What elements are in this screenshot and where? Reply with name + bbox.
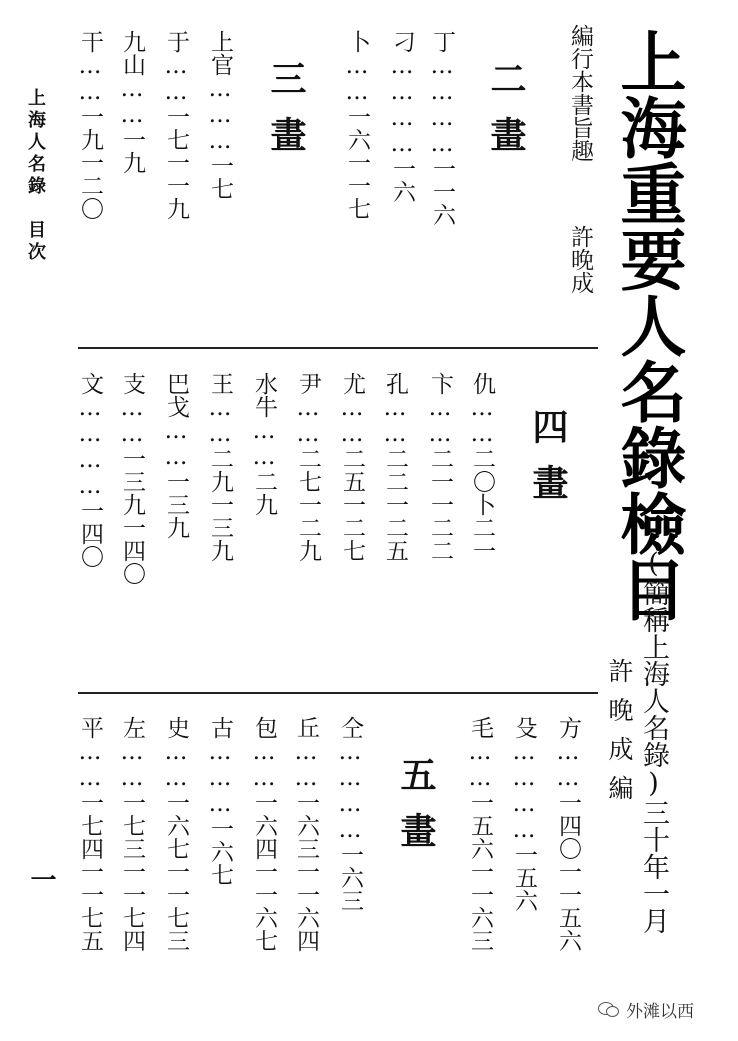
watermark-text: 外滩以西 — [626, 1001, 694, 1022]
section-divider — [78, 347, 598, 349]
list-item: 卞……二一一二二 — [427, 372, 453, 562]
list-item: 丘……一六三一一六四 — [293, 716, 319, 952]
list-item: 殳…………一五六 — [511, 716, 537, 912]
section-heading-three-strokes: 三畫 — [265, 60, 307, 172]
list-item: 卜……一六一一七 — [344, 30, 370, 220]
preface-label: 編行本書旨趣 — [567, 24, 593, 162]
section-divider — [78, 692, 598, 694]
list-item: 水牛……二九 — [251, 372, 277, 516]
list-item: 文…………一四〇 — [77, 372, 103, 568]
list-item: 丁…………一一六 — [429, 30, 455, 226]
list-item: 左……一七三一一七四 — [119, 716, 145, 952]
list-item: 王……二九一三九 — [207, 372, 233, 562]
document-subtitle: (簡稱上海人名錄)三十年一月 — [638, 548, 669, 934]
list-item: 史……一六七一一七三 — [163, 716, 189, 952]
section-heading-four-strokes: 四畫 — [527, 408, 569, 520]
list-item: 于……一七一一九 — [163, 30, 189, 220]
list-item: 古………一六七 — [207, 716, 233, 886]
list-item: 刁…………一六 — [389, 30, 415, 203]
document-title: 上海重要人名錄檢目 — [609, 28, 687, 622]
list-item: 干……一九一二〇 — [77, 30, 103, 220]
section-heading-five-strokes: 五畫 — [395, 756, 437, 868]
page-number: 一 — [26, 866, 56, 892]
list-item: 尹……二七一二九 — [295, 372, 321, 562]
list-item: 上官………一七 — [207, 30, 233, 200]
list-item: 平……一七四一一七五 — [77, 716, 103, 952]
list-item: 尤……二五一二七 — [339, 372, 365, 562]
list-item: 仝…………一六三 — [337, 716, 363, 912]
list-item: 方……一四〇一一五六 — [555, 716, 581, 952]
list-item: 孔……二二一二五 — [382, 372, 408, 562]
chat-bubble-icon — [598, 1000, 620, 1018]
list-item: 毛……一五六一一六三 — [467, 716, 493, 952]
preface-author: 許晚成 — [567, 225, 593, 294]
list-item: 巴戈……一三九 — [163, 372, 189, 539]
list-item: 支……一三九一四〇 — [119, 372, 145, 585]
list-item: 仇……二〇卜二一 — [469, 372, 495, 562]
list-item: 九山……一九 — [119, 30, 145, 174]
section-heading-two-strokes: 二畫 — [485, 60, 527, 172]
watermark — [598, 996, 694, 1022]
compiler-credit: 許晚成編 — [605, 658, 634, 814]
list-item: 包……一六四一一六七 — [251, 716, 277, 952]
running-head: 上海人名錄 目次 — [25, 88, 46, 264]
